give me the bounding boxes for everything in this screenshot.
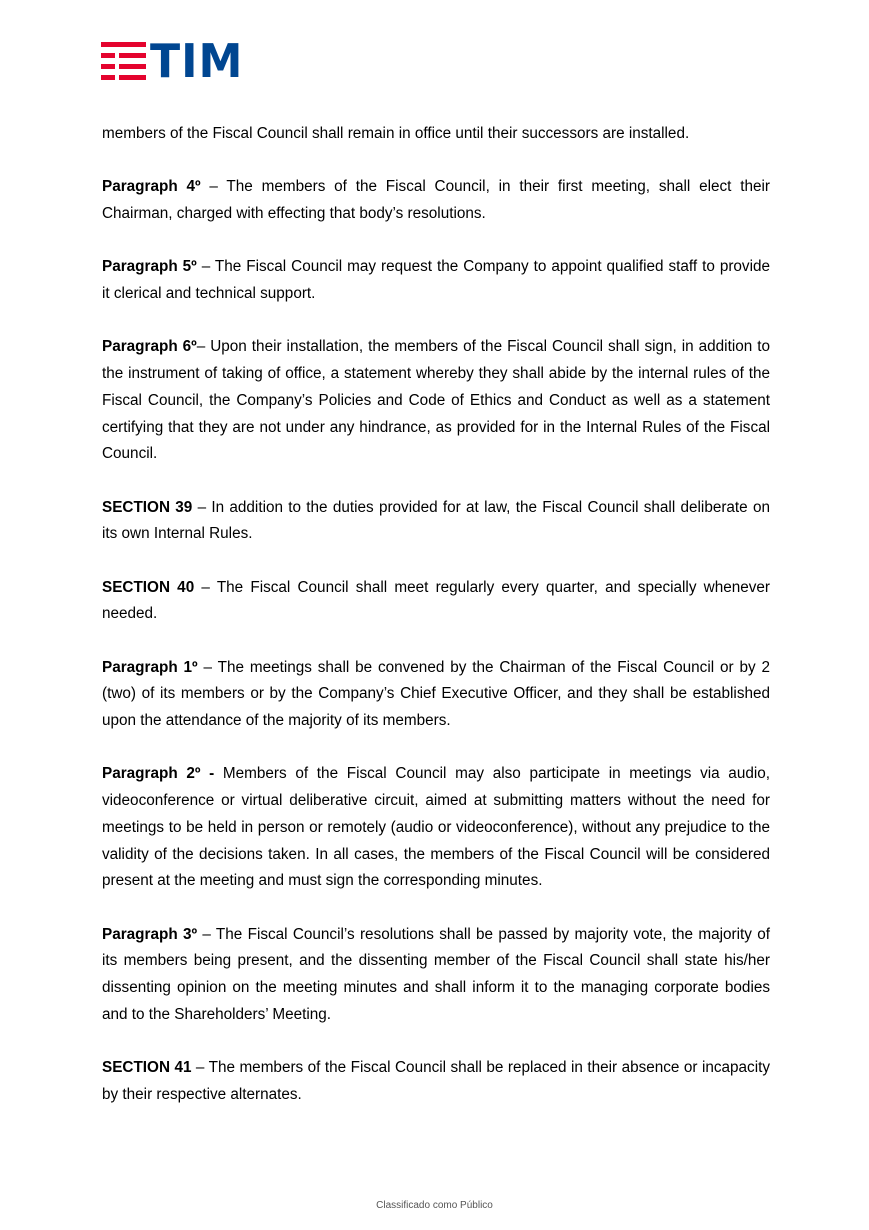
section-41 [102, 1055, 770, 1109]
paragraph-body: – Upon their installation, the members of the Fiscal Council shall sign, in addition to the instrument of taking of office, a statement whereby they shall abide by the internal rules of the Fiscal Council, the Company’s Policies and Code of Ethics and Conduct as well as a statement certifying that they are not under any hindrance, as provided for in the Internal Rules of the Fiscal Council. [102, 338, 770, 463]
paragraph-5 [102, 254, 770, 308]
paragraph-body: – The Fiscal Council may request the Company to appoint qualified staff to provide it clerical and technical support. [102, 258, 770, 302]
paragraph-1 [102, 655, 770, 735]
section-body: – In addition to the duties provided for at law, the Fiscal Council shall deliberate on its own Internal Rules. [102, 498, 770, 543]
document-body [102, 121, 770, 1135]
paragraph-body: Members of the Fiscal Council may also participate in meetings via audio, videoconference or virtual deliberative circuit, aimed at submitting matters without the need for meetings to be held in person or remotely (audio or videoconference), without any prejudice to the validity of the decisions taken. In all cases, the members of the Fiscal Council will be considered present at the meeting and must sign the corresponding minutes. [102, 765, 770, 890]
classification-footer: Classificado como Público [376, 1200, 493, 1211]
tim-stripes-icon [101, 42, 146, 80]
section-lead: SECTION 40 [102, 578, 195, 596]
paragraph-lead: Paragraph 5º [102, 258, 197, 276]
paragraph-body: – The members of the Fiscal Council, in their first meeting, shall elect their Chairman, charged with effecting that body’s resolutions. [102, 178, 770, 222]
paragraph-body: – The meetings shall be convened by the Chairman of the Fiscal Council or by 2 (two) of its members or by the Company’s Chief Executive Officer, and they shall be established upon the attendance of the majority of its members. [102, 658, 771, 730]
logo-wordmark: TIM [150, 34, 244, 88]
paragraph-continuation [102, 121, 770, 148]
tim-logo [101, 34, 247, 88]
paragraph-body: – The Fiscal Council’s resolutions shall be passed by majority vote, the majority of its members being present, and the dissenting member of the Fiscal Council shall state his/her dissenting opinion on the meeting minutes and shall inform it to the managing corporate bodies and to the Shareholders’ Meeting. [102, 925, 770, 1024]
paragraph-lead: Paragraph 4º [102, 178, 201, 196]
paragraph-body: members of the Fiscal Council shall remain in office until their successors are installed. [102, 125, 690, 142]
section-body: – The members of the Fiscal Council shall be replaced in their absence or incapacity by their respective alternates. [102, 1059, 770, 1104]
section-lead: SECTION 41 [102, 1059, 192, 1077]
section-lead: SECTION 39 [102, 498, 193, 516]
section-39 [102, 495, 770, 549]
paragraph-3 [102, 922, 770, 1029]
paragraph-4 [102, 174, 770, 228]
paragraph-6 [102, 334, 770, 468]
paragraph-2 [102, 761, 770, 895]
section-body: – The Fiscal Council shall meet regularly every quarter, and specially whenever needed. [102, 578, 770, 623]
section-40 [102, 575, 770, 629]
paragraph-lead: Paragraph 6º [102, 338, 197, 356]
paragraph-lead: Paragraph 3º [102, 925, 198, 943]
paragraph-lead: Paragraph 2º - [102, 765, 215, 783]
paragraph-lead: Paragraph 1º [102, 658, 198, 676]
